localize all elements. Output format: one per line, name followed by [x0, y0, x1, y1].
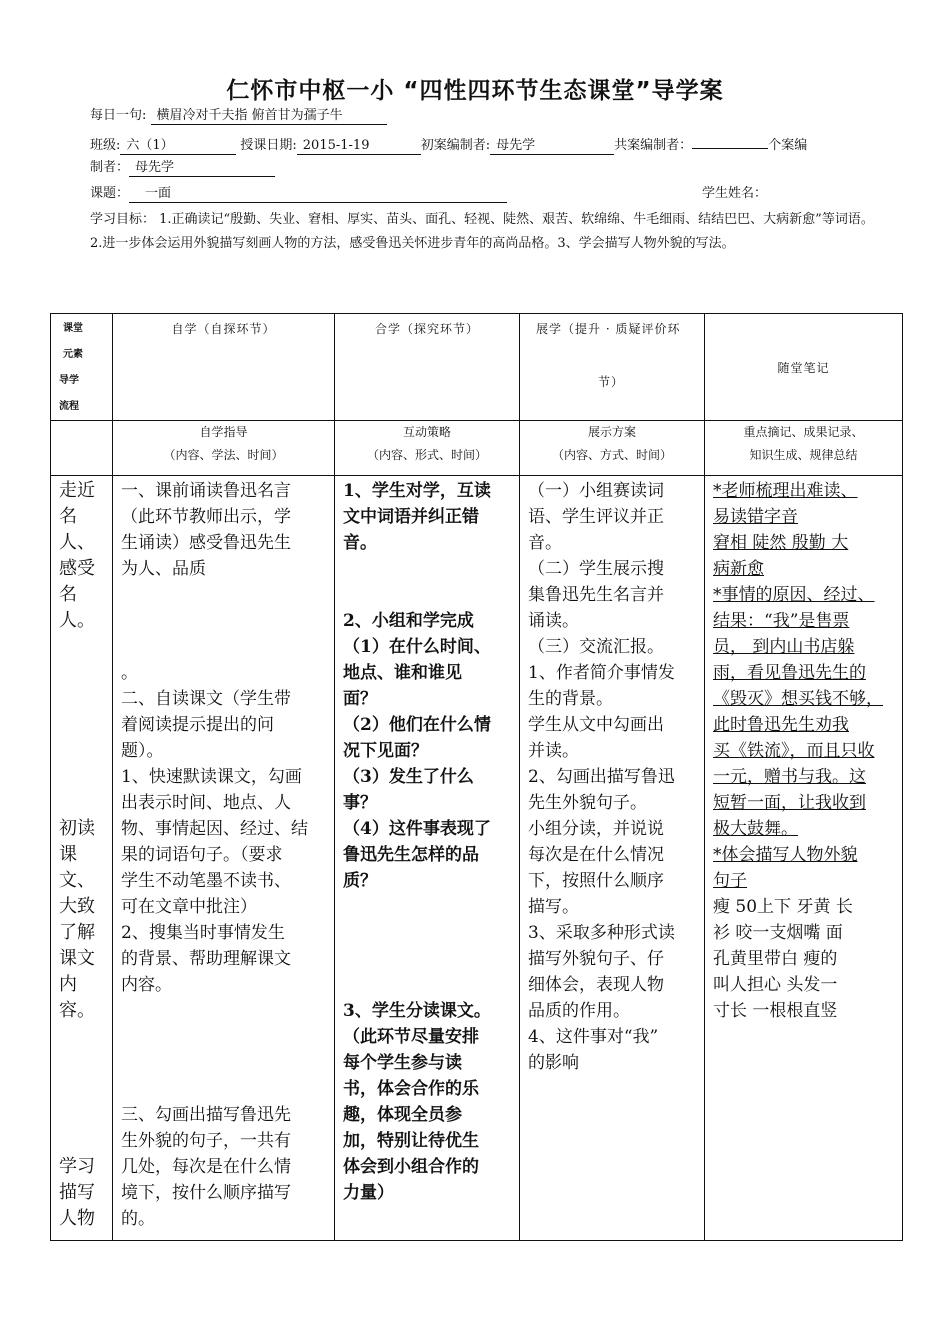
header-display-a: 展学（提升 · 质疑评价环	[536, 322, 681, 336]
cooperative-line: 趣，体现全员参	[343, 1105, 462, 1125]
display-line: 小组分读，并说说	[528, 819, 664, 839]
stage-b-6: 课文	[59, 948, 95, 969]
display-cell	[520, 476, 705, 1241]
stage-c-2: 描写	[59, 1182, 95, 1203]
cooperative-line: 2、小组和学完成	[343, 611, 474, 631]
cooperative-line: 书，体会合作的乐	[343, 1079, 479, 1099]
self-study-line: 题）。	[121, 741, 164, 761]
notes-line: 窘相 陡然 殷勤 大	[713, 533, 849, 553]
notes-line: *事情的原因、经过、	[713, 585, 875, 605]
self-study-line: 三、勾画出描写鲁迅先	[121, 1105, 291, 1125]
header-flow	[51, 314, 113, 421]
notes-line: 句子	[713, 871, 747, 891]
subheader-display-title: 展示方案	[587, 425, 636, 439]
self-study-line: 为人、品质	[121, 559, 206, 579]
stage-b-4: 大致	[59, 896, 95, 917]
display-line: 4、这件事对“我”	[528, 1027, 659, 1047]
self-study-line: 一、课前诵读鲁迅名言	[121, 481, 291, 501]
notes-line: 叫人担心 头发一	[713, 975, 838, 995]
self-study-line: 内容。	[121, 975, 172, 995]
class-label: 班级:	[90, 138, 121, 153]
notes-line: 孔黄里带白 瘦的	[713, 949, 838, 969]
display-line: 语、学生评议并正	[528, 507, 664, 527]
self-study-line: 1、快速默读课文，勾画	[121, 767, 302, 787]
lesson-table	[50, 313, 903, 1241]
subheader-notes	[705, 421, 903, 476]
header-display-b: 节）	[598, 375, 625, 389]
self-study-line: 的背景、帮助理解课文	[121, 949, 291, 969]
display-line: 描写外貌句子、仔	[528, 949, 664, 969]
stage-b-1: 初读	[59, 818, 95, 839]
notes-line: 此时鲁迅先生劝我	[713, 715, 849, 735]
subheader-display-detail: （内容、方式、时间）	[551, 448, 672, 462]
cooperative-line: 1、学生对学，互读	[343, 481, 491, 501]
display-line: 细体会，表现人物	[528, 975, 664, 995]
self-study-line: 几处，每次是在什么情	[121, 1157, 291, 1177]
initial-author-label: 初案编制者:	[420, 138, 491, 153]
class-value: 六（1）	[120, 138, 236, 155]
self-study-line: 二、自读课文（学生带	[121, 689, 291, 709]
self-study-line: 境下，按什么顺序描写	[121, 1183, 291, 1203]
shared-author-label: 共案编制者：	[614, 138, 693, 153]
self-study-line: 生诵读）感受鲁迅先生	[121, 533, 291, 553]
subheader-self-study	[113, 421, 335, 476]
cooperative-line: （4）这件事表现了	[343, 819, 491, 839]
cooperative-line: 文中词语并纠正错	[343, 507, 479, 527]
header-flow-2: 元素	[63, 349, 83, 360]
page-title: 仁怀市中枢一小 “四性四环节生态课堂”导学案	[226, 78, 724, 104]
display-line: 的影响	[528, 1053, 579, 1073]
notes-line: 买《铁流》，而且只收	[713, 741, 875, 761]
self-study-line: 可在文章中批注）	[121, 897, 257, 917]
subheader-cooperative	[335, 421, 520, 476]
cooperative-line: （1）在什么时间、	[343, 637, 491, 657]
stage-a-4: 感受	[59, 558, 95, 579]
cooperative-line: （此环节尽量安排	[343, 1027, 479, 1047]
individual-author-line	[90, 159, 880, 177]
stage-b-8: 容。	[59, 1000, 95, 1021]
header-cooperative: 合学（探究环节）	[335, 314, 520, 421]
notes-line: 寸长 一根根直竖	[713, 1001, 838, 1021]
flow-stages-cell	[51, 476, 113, 1241]
self-study-cell	[113, 476, 335, 1241]
cooperative-line: 3、学生分读课文。	[343, 1001, 491, 1021]
self-study-line: 2、搜集当时事情发生	[121, 923, 285, 943]
notes-line: 一元，赠书与我。这	[713, 767, 866, 787]
header-flow-4: 流程	[59, 401, 79, 412]
topic-label: 课题：	[90, 186, 130, 201]
shared-author-value	[692, 132, 768, 149]
subheader-notes-title: 重点摘记、成果记录、	[743, 425, 864, 439]
cooperative-line: 音。	[343, 533, 377, 553]
individual-author-value: 母先学	[129, 160, 275, 177]
stage-a-1: 走近	[59, 480, 95, 501]
daily-quote-line	[90, 107, 880, 125]
display-line: 2、勾画出描写鲁迅	[528, 767, 675, 787]
display-line: 品质的作用。	[528, 1001, 630, 1021]
display-line: 1、作者简介事情发	[528, 663, 675, 683]
notes-line: 《毁灭》想买钱不够，	[713, 689, 883, 709]
subheader-cooperative-detail: （内容、形式、时间）	[366, 448, 487, 462]
initial-author-value: 母先学	[490, 138, 614, 155]
stage-b-3: 文、	[59, 870, 95, 891]
student-name-label: 学生姓名：	[702, 186, 768, 201]
display-line: 音。	[528, 533, 562, 553]
display-line: 描写。	[528, 897, 579, 917]
stage-c-1: 学习	[59, 1156, 95, 1177]
stage-c-3: 人物	[59, 1208, 95, 1229]
notes-line: 病新愈	[713, 559, 764, 579]
self-study-line: 果的词语句子。（要求	[121, 845, 283, 865]
date-value: 2015-1-19	[297, 138, 421, 155]
date-label: 授课日期:	[240, 138, 297, 153]
subheader-notes-detail: 知识生成、规律总结	[749, 448, 858, 462]
header-flow-1: 课堂	[63, 323, 83, 334]
notes-line: 衫 咬一支烟嘴 面	[713, 923, 843, 943]
display-line: 集鲁迅先生名言并	[528, 585, 664, 605]
subheader-cooperative-title: 互动策略	[402, 425, 451, 439]
cooperative-line: 地点、谁和谁见	[343, 663, 462, 683]
cooperative-line: （2）他们在什么情	[343, 715, 491, 735]
notes-line: 极大鼓舞。	[713, 819, 798, 839]
notes-line: 结果：“我”是售票	[713, 611, 850, 631]
stage-b-7: 内	[59, 974, 77, 995]
info-line	[90, 132, 890, 155]
display-line: 学生从文中勾画出	[528, 715, 664, 735]
cooperative-line: （3）发生了什么	[343, 767, 474, 787]
display-line: 3、采取多种形式读	[528, 923, 675, 943]
daily-quote-label: 每日一句:	[90, 108, 147, 123]
cooperative-line: 每个学生参与读	[343, 1053, 462, 1073]
stage-a-3: 人、	[59, 532, 95, 553]
self-study-line: 学生不动笔墨不读书、	[121, 871, 291, 891]
display-line: 每次是在什么情况	[528, 845, 664, 865]
notes-line: *老师梳理出难读、	[713, 481, 858, 501]
stage-a-6: 人。	[59, 610, 95, 631]
notes-line: 瘦 50上下 牙黄 长	[713, 897, 853, 917]
self-study-line: 着阅读提示提出的问	[121, 715, 274, 735]
stage-b-5: 了解	[59, 922, 95, 943]
topic-line	[90, 185, 880, 203]
display-line: 先生外貌句子。	[528, 793, 647, 813]
self-study-line: 出表示时间、地点、人	[121, 793, 291, 813]
cooperative-line: 况下见面？	[343, 741, 428, 761]
header-flow-3: 导学	[59, 375, 79, 386]
cooperative-line: 面？	[343, 689, 377, 709]
display-line: （一）小组赛读词	[528, 481, 664, 501]
header-notes: 随堂笔记	[705, 314, 903, 421]
self-study-line: 物、事情起因、经过、结	[121, 819, 308, 839]
cooperative-line: 力量）	[343, 1183, 394, 1203]
notes-line: 易读错字音	[713, 507, 798, 527]
display-line: 生的背景。	[528, 689, 613, 709]
cooperative-line: 事？	[343, 793, 377, 813]
cooperative-line: 质？	[343, 871, 377, 891]
cooperative-line: 加，特别让待优生	[343, 1131, 479, 1151]
subheader-display	[520, 421, 705, 476]
display-line: 诵读。	[528, 611, 579, 631]
self-study-dot: 。	[121, 663, 138, 683]
cooperative-line: 体会到小组合作的	[343, 1157, 479, 1177]
header-display	[520, 314, 705, 421]
individual-author-label: 个案编	[768, 138, 808, 153]
stage-b-2: 课	[59, 844, 77, 865]
notes-line: 员， 到内山书店躲	[713, 637, 855, 657]
topic-value: 一面	[129, 186, 507, 203]
subheader-self-study-title: 自学指导	[199, 425, 248, 439]
self-study-line: 生外貌的句子，一共有	[121, 1131, 291, 1151]
display-line: 下，按照什么顺序	[528, 871, 664, 891]
cooperative-cell	[335, 476, 520, 1241]
notes-line: 短暂一面，让我收到	[713, 793, 866, 813]
self-study-line: 的。	[121, 1209, 155, 1229]
stage-a-5: 名	[59, 584, 77, 605]
daily-quote-value: 横眉冷对千夫指 俯首甘为孺子牛	[151, 108, 387, 125]
stage-a-2: 名	[59, 506, 77, 527]
subheader-self-study-detail: （内容、学法、时间）	[163, 448, 284, 462]
notes-line: *体会描写人物外貌	[713, 845, 858, 865]
cooperative-line: 鲁迅先生怎样的品	[343, 845, 479, 865]
display-line: （三）交流汇报。	[528, 637, 664, 657]
subheader-empty	[51, 421, 113, 476]
display-line: （二）学生展示搜	[528, 559, 664, 579]
individual-author-label2: 制者：	[90, 160, 130, 175]
notes-line: 雨，看见鲁迅先生的	[713, 663, 866, 683]
header-self-study: 自学（自探环节）	[113, 314, 335, 421]
learning-goals: 学习目标： 1.正确读记“殷勤、失业、窘相、厚实、苗头、面孔、轻视、陡然、艰苦、软绵绵、牛毛细雨、结结巴巴、大病新愈”等词语。2.进一步体会运用外貌描写刻画人物的方法，感受鲁迅关怀进步青年的高尚品格。3、学会描写人物外貌的写法。	[90, 212, 874, 251]
display-line: 并读。	[528, 741, 579, 761]
self-study-line: （此环节教师出示，学	[121, 507, 291, 527]
notes-cell	[705, 476, 903, 1241]
